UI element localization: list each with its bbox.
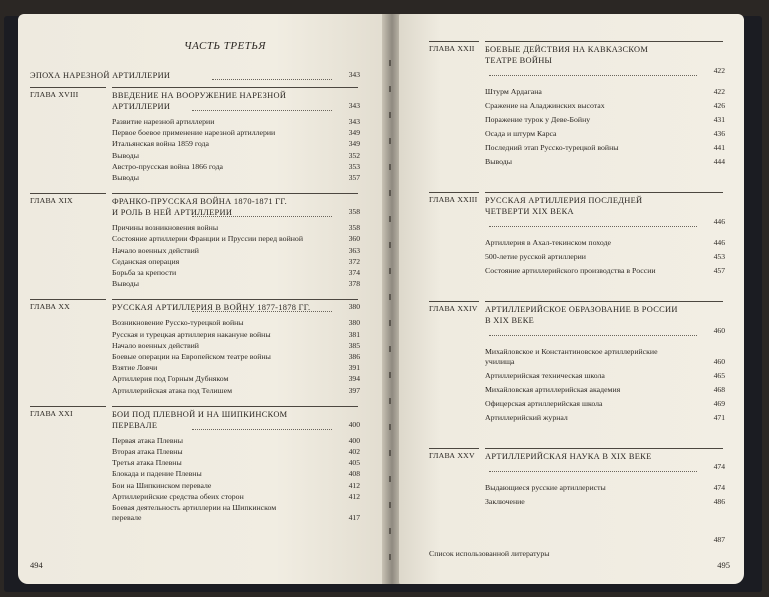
binding-stitch xyxy=(389,372,391,378)
toc-entry: Артиллерия под Горным Дубняком xyxy=(112,374,229,384)
entry-page-number: 412 xyxy=(348,491,360,501)
chapter-page-number: 358 xyxy=(348,207,360,217)
entry-page-number: 471 xyxy=(713,413,725,422)
leader-dots xyxy=(212,72,332,80)
toc-entry: Штурм Ардагана xyxy=(485,87,542,96)
toc-entry: Боевые операции на Европейском театре войны xyxy=(112,352,271,361)
chapter-rule xyxy=(112,87,358,88)
toc-entry: Начало военных действий xyxy=(112,245,199,255)
chapter-title: ЧЕТВЕРТИ XIX ВЕКА xyxy=(485,207,574,216)
binding-stitch xyxy=(389,268,391,274)
chapter-rule xyxy=(112,299,358,300)
chapter-page-number: 380 xyxy=(348,302,360,312)
toc-entry: Начало военных действий xyxy=(112,340,199,350)
toc-entry: Австро-прусская война 1866 года xyxy=(112,161,224,171)
chapter-label: ГЛАВА XXII xyxy=(429,44,475,53)
toc-entry: Борьба за крепости xyxy=(112,268,177,277)
folio-number: 494 xyxy=(30,560,43,570)
entry-page-number: 468 xyxy=(713,385,725,394)
entry-page-number: 400 xyxy=(348,435,360,445)
chapter-rule xyxy=(112,193,358,194)
chapter-label: ГЛАВА XXI xyxy=(30,408,73,418)
entry-page-number: 372 xyxy=(348,256,360,266)
left-page xyxy=(18,14,386,584)
entry-page-number: 469 xyxy=(713,399,725,408)
toc-entry: Артиллерийская техническая школа xyxy=(485,371,605,380)
chapter-page-number: 460 xyxy=(713,326,725,335)
chapter-title: АРТИЛЛЕРИИ xyxy=(112,102,171,111)
toc-entry: Выдающиеся русские артиллеристы xyxy=(485,483,606,492)
toc-entry: Артиллерия в Ахал-текинском походе xyxy=(485,238,611,247)
chapter-page-number: 343 xyxy=(348,101,360,110)
chapter-label: ГЛАВА XIX xyxy=(30,196,73,206)
leader-dots xyxy=(192,304,332,312)
chapter-title: ТЕАТРЕ ВОЙНЫ xyxy=(485,56,553,65)
toc-entry: Последний этап Русско-турецкой войны xyxy=(485,143,619,152)
chapter-page-number: 422 xyxy=(713,66,725,75)
binding-stitch xyxy=(389,216,391,222)
binding-stitch xyxy=(389,294,391,300)
toc-entry: Возникновение Русско-турецкой войны xyxy=(112,318,244,328)
entry-page-number: 386 xyxy=(348,352,360,361)
chapter-title: ФРАНКО-ПРУССКАЯ ВОЙНА 1870-1871 ГГ. xyxy=(112,197,288,207)
entry-page-number: 343 xyxy=(348,117,360,126)
entry-page-number: 394 xyxy=(348,374,360,384)
chapter-rule xyxy=(30,193,106,194)
entry-page-number: 412 xyxy=(348,480,360,490)
chapter-rule xyxy=(30,406,106,407)
chapter-title: И РОЛЬ В НЕЙ АРТИЛЛЕРИИ xyxy=(112,208,233,218)
toc-entry: Вторая атака Плевны xyxy=(112,447,183,456)
entry-page-number: 465 xyxy=(713,371,725,380)
entry-page-number: 353 xyxy=(348,161,360,171)
toc-entry: перевале xyxy=(112,513,142,522)
toc-entry: 500-летие русской артиллерии xyxy=(485,252,586,261)
entry-page-number: 417 xyxy=(348,513,360,522)
right-page xyxy=(399,14,744,584)
entry-page-number: 374 xyxy=(348,268,360,277)
entry-page-number: 431 xyxy=(713,115,725,124)
binding-stitch xyxy=(389,346,391,352)
chapter-rule xyxy=(112,406,358,407)
toc-entry: Развитие нарезной артиллерии xyxy=(112,117,215,126)
toc-entry: Михайловская артиллерийская академия xyxy=(485,385,621,394)
chapter-title: ВВЕДЕНИЕ НА ВООРУЖЕНИЕ НАРЕЗНОЙ xyxy=(112,91,287,100)
binding-stitch xyxy=(389,502,391,508)
binding-stitch xyxy=(389,424,391,430)
toc-entry: Первое боевое применение нарезной артиллерии xyxy=(112,128,276,138)
toc-entry: Поражение турок у Деве-Бойну xyxy=(485,115,591,124)
entry-page-number: 460 xyxy=(713,357,725,366)
toc-entry: Осада и штурм Карса xyxy=(485,129,557,138)
chapter-rule xyxy=(30,87,106,88)
chapter-rule xyxy=(429,301,479,302)
entry-page-number: 378 xyxy=(348,279,360,289)
leader-dots xyxy=(192,422,332,430)
chapter-title: БОЕВЫЕ ДЕЙСТВИЯ НА КАВКАЗСКОМ xyxy=(485,45,649,54)
chapter-page-number: 446 xyxy=(713,217,725,226)
toc-entry: Михайловское и Константиновское артиллерийские xyxy=(485,347,658,356)
toc-entry: Заключение xyxy=(485,497,525,506)
toc-entry: училища xyxy=(485,357,515,366)
binding-stitch xyxy=(389,320,391,326)
entry-page-number: 380 xyxy=(348,318,360,328)
entry-page-number: 436 xyxy=(713,129,725,138)
binding-stitch xyxy=(389,138,391,144)
chapter-label: ГЛАВА XXV xyxy=(429,451,475,460)
entry-page-number: 457 xyxy=(713,266,725,275)
leader-dots xyxy=(489,68,697,76)
leader-dots xyxy=(192,103,332,111)
entry-page-number: 391 xyxy=(348,363,360,373)
toc-entry: Боевая деятельность артиллерии на Шипкинском xyxy=(112,503,277,512)
toc-entry: Русская и турецкая артиллерия накануне войны xyxy=(112,329,271,339)
binding-stitch xyxy=(389,528,391,534)
toc-entry: Артиллерийская атака под Телишем xyxy=(112,385,233,395)
bibliography-page-number: 487 xyxy=(713,535,725,544)
binding-stitch xyxy=(389,476,391,482)
toc-entry: Состояние артиллерии Франции и Пруссии перед войной xyxy=(112,234,303,244)
toc-entry: Артиллерийский журнал xyxy=(485,413,568,422)
chapter-page-number: 474 xyxy=(713,462,725,471)
leader-dots xyxy=(489,464,697,472)
toc-entry: Выводы xyxy=(112,150,139,160)
entry-page-number: 358 xyxy=(348,223,360,233)
chapter-title: АРТИЛЛЕРИЙСКАЯ НАУКА В XIX ВЕКЕ xyxy=(485,452,652,461)
entry-page-number: 444 xyxy=(713,157,725,166)
entry-page-number: 453 xyxy=(713,252,725,261)
entry-page-number: 405 xyxy=(348,458,360,468)
entry-page-number: 349 xyxy=(348,128,360,138)
toc-entry: Выводы xyxy=(112,173,139,182)
chapter-label: ГЛАВА XXIV xyxy=(429,304,478,313)
toc-entry: Итальянская война 1859 года xyxy=(112,139,209,149)
chapter-rule xyxy=(485,41,723,42)
chapter-label: ГЛАВА XVIII xyxy=(30,90,79,99)
chapter-rule xyxy=(429,448,479,449)
binding-stitch xyxy=(389,86,391,92)
section-title: ЭПОХА НАРЕЗНОЙ АРТИЛЛЕРИИ xyxy=(30,71,171,80)
leader-dots xyxy=(489,328,697,336)
entry-page-number: 426 xyxy=(713,101,725,110)
folio-number: 495 xyxy=(717,560,730,570)
chapter-rule xyxy=(30,299,106,300)
entry-page-number: 352 xyxy=(348,150,360,160)
toc-entry: Бои на Шипкинском перевале xyxy=(112,480,212,490)
entry-page-number: 402 xyxy=(348,447,360,456)
entry-page-number: 474 xyxy=(713,483,725,492)
entry-page-number: 357 xyxy=(348,173,360,182)
entry-page-number: 385 xyxy=(348,340,360,350)
chapter-title: В XIX ВЕКЕ xyxy=(485,316,535,325)
bibliography-entry: Список использованной литературы xyxy=(429,549,550,558)
entry-page-number: 486 xyxy=(713,497,725,506)
leader-dots xyxy=(192,209,332,217)
entry-page-number: 381 xyxy=(348,329,360,339)
binding-stitch xyxy=(389,190,391,196)
toc-entry: Сражение на Аладжинских высотах xyxy=(485,101,605,110)
toc-entry: Седанская операция xyxy=(112,256,180,266)
chapter-title: АРТИЛЛЕРИЙСКОЕ ОБРАЗОВАНИЕ В РОССИИ xyxy=(485,305,678,314)
chapter-rule xyxy=(485,301,723,302)
entry-page-number: 349 xyxy=(348,139,360,149)
toc-entry: Состояние артиллерийского производства в России xyxy=(485,266,656,275)
chapter-rule xyxy=(485,448,723,449)
part-title: ЧАСТЬ ТРЕТЬЯ xyxy=(184,40,266,52)
entry-page-number: 441 xyxy=(713,143,725,152)
entry-page-number: 360 xyxy=(348,234,360,244)
binding-stitch xyxy=(389,450,391,456)
chapter-title: БОИ ПОД ПЛЕВНОЙ И НА ШИПКИНСКОМ xyxy=(112,409,288,419)
toc-entry: Выводы xyxy=(485,157,512,166)
binding-stitch xyxy=(389,60,391,66)
binding-stitch xyxy=(389,112,391,118)
entry-page-number: 363 xyxy=(348,245,360,255)
chapter-rule xyxy=(485,192,723,193)
toc-entry: Третья атака Плевны xyxy=(112,458,182,468)
binding-stitch xyxy=(389,398,391,404)
chapter-title: ПЕРЕВАЛЕ xyxy=(112,420,158,430)
leader-dots xyxy=(489,219,697,227)
toc-entry: Артиллерийские средства обеих сторон xyxy=(112,491,244,501)
entry-page-number: 408 xyxy=(348,469,360,479)
toc-entry: Первая атака Плевны xyxy=(112,435,183,445)
toc-entry: Офицерская артиллерийская школа xyxy=(485,399,603,408)
entry-page-number: 397 xyxy=(348,385,360,395)
toc-entry: Выводы xyxy=(112,279,139,289)
chapter-title: РУССКАЯ АРТИЛЛЕРИЯ ПОСЛЕДНЕЙ xyxy=(485,196,643,205)
toc-entry: Причины возникновения войны xyxy=(112,223,219,233)
chapter-rule xyxy=(429,192,479,193)
binding-stitch xyxy=(389,554,391,560)
binding-stitch xyxy=(389,164,391,170)
chapter-rule xyxy=(429,41,479,42)
chapter-label: ГЛАВА XXIII xyxy=(429,195,478,204)
toc-entry: Блокада и падение Плевны xyxy=(112,469,202,479)
page-number: 343 xyxy=(348,70,360,79)
entry-page-number: 446 xyxy=(713,238,725,247)
chapter-title: РУССКАЯ АРТИЛЛЕРИЯ В ВОЙНУ 1877-1878 ГГ. xyxy=(112,303,311,313)
chapter-page-number: 400 xyxy=(348,419,360,429)
binding-stitch xyxy=(389,242,391,248)
chapter-label: ГЛАВА XX xyxy=(30,302,70,312)
entry-page-number: 422 xyxy=(713,87,725,96)
toc-entry: Взятие Ловчи xyxy=(112,363,158,373)
